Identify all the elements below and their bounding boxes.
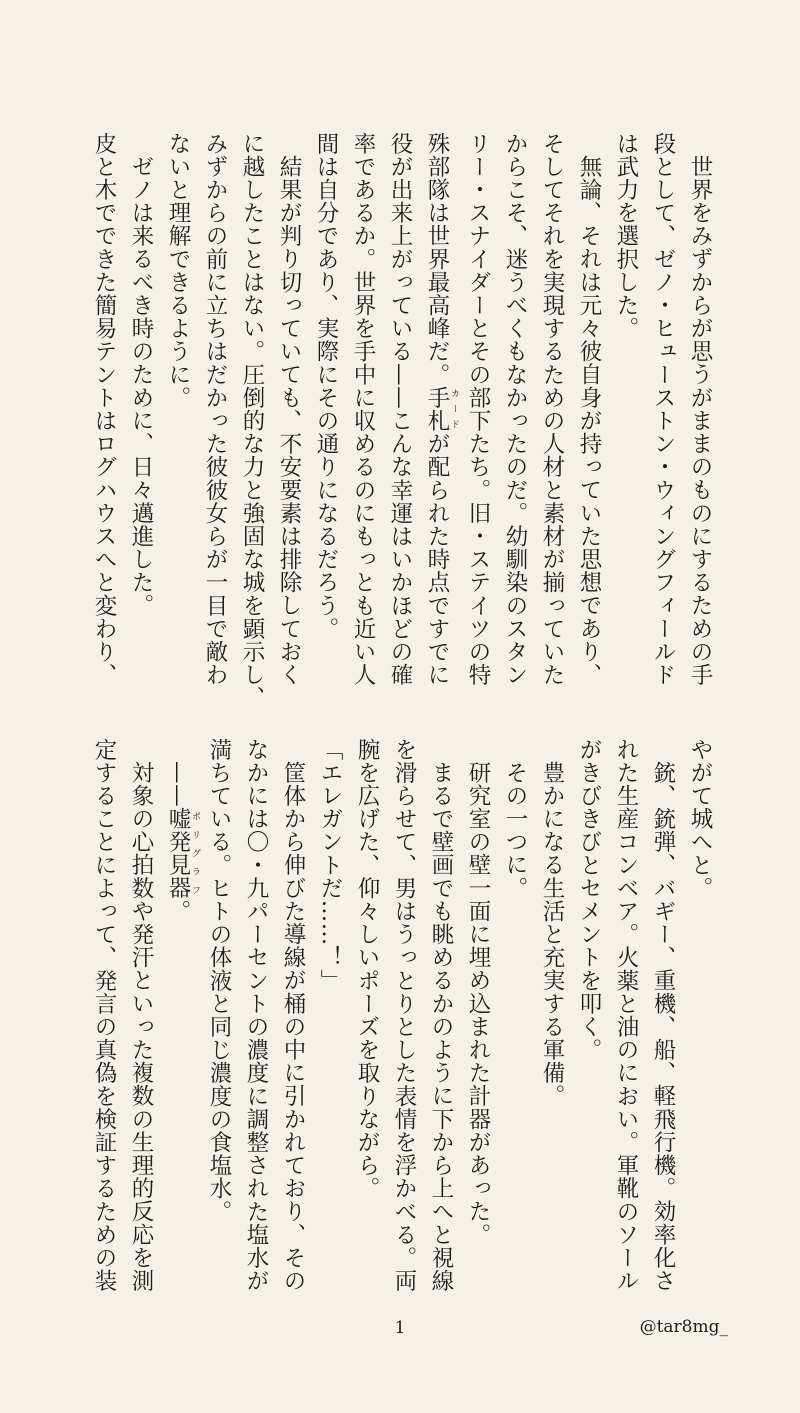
text-line: 銃、銃弾、バギー、重機、船、軽飛行機。効率化さ	[650, 760, 676, 1292]
text-fragment: ——	[165, 760, 191, 807]
text-line: やがて城へと。	[687, 738, 713, 900]
paragraph-6	[570, 738, 681, 1308]
text-line: 率であるか。世界を手中に収めるのにもっとも近い人	[350, 132, 376, 687]
text-line: 腕を広げた、仰々しいポーズを取りながら。	[354, 738, 380, 1200]
text-line-with-ruby	[418, 132, 459, 692]
text-line: 定することによって、発言の真偽を検証するための装	[91, 738, 117, 1293]
text-line: を滑らせて、男はうっとりとした表情を浮かべる。両	[391, 738, 417, 1293]
ruby-polygraph	[165, 806, 200, 900]
paragraph-12	[200, 738, 311, 1308]
text-line: 満ちている。ヒトの体液と同じ濃度の食塩水。	[206, 738, 232, 1224]
paragraph-13	[159, 738, 200, 1308]
paragraph-8	[496, 738, 533, 1308]
text-line: に越したことはない。圧倒的な力と強固な城を顕示し、	[239, 132, 265, 710]
ruby-base: 手札	[424, 386, 450, 433]
text-line: リー・スナイダーとその部下たち。旧・ステイツの特	[465, 132, 491, 687]
ruby-card	[424, 386, 459, 433]
text-line: 段として、ゼノ・ヒューストン・ウィングフィールド	[650, 132, 676, 687]
page-number: 1	[394, 1318, 406, 1338]
text-line: 無論、それは元々彼自身が持っていた思想であり、	[576, 154, 602, 686]
dialogue-line: 「エレガントだ……！」	[317, 738, 343, 993]
text-line: まるで壁画でも眺めるかのように下から上へと視線	[428, 760, 454, 1292]
text-line: 筐体から伸びた導線が桶の中に引かれており、その	[280, 760, 306, 1292]
text-line: 間は自分であり、実際にその通りになるだろう。	[313, 132, 339, 641]
text-line: みずからの前に立ちはだかった彼彼女らが一目で敵わ	[202, 132, 228, 687]
text-line: 役が出来上がっている——こんな幸運はいかほどの確	[387, 132, 413, 687]
paragraph-1	[607, 132, 718, 692]
ruby-reading: カード	[449, 386, 459, 433]
paragraph-14	[85, 738, 159, 1308]
paragraph-2	[307, 132, 607, 692]
paragraph-3	[159, 132, 307, 710]
text-line: そしてそれを実現するための人材と素材が揃っていた	[539, 132, 565, 687]
text-line: からこそ、迷うべくもなかったのだ。幼馴染のスタン	[502, 132, 528, 687]
text-line: れた生産コンベア。火薬と油のにおい。軍靴のソール	[613, 738, 639, 1293]
paragraph-10	[348, 738, 459, 1308]
top-text-section	[85, 132, 718, 710]
text-fragment: 殊部隊は世界最高峰だ。	[424, 132, 450, 387]
bottom-text-section	[85, 738, 718, 1308]
paragraph-4	[85, 132, 159, 692]
text-line: 対象の心拍数や発汗といった複数の生理的反応を測	[128, 760, 154, 1292]
text-line: 研究室の壁一面に埋め込まれた計器があった。	[465, 760, 491, 1246]
author-handle: @tar8mg_	[639, 1317, 728, 1337]
paragraph-11	[311, 738, 348, 1308]
text-line: その一つに。	[502, 760, 528, 900]
text-fragment: 。	[165, 899, 191, 923]
ruby-base: 嘘発見器	[165, 806, 191, 900]
text-line: なかには〇・九パーセントの濃度に調整された塩水が	[243, 738, 269, 1293]
text-line: 世界をみずからが思うがままのものにするための手	[687, 154, 713, 686]
text-line: 結果が判り切っていても、不安要素は排除しておく	[276, 154, 302, 686]
text-line: 豊かになる生活と充実する軍備。	[539, 760, 565, 1107]
text-line-with-ruby	[159, 738, 200, 1308]
text-fragment: が配られた時点ですでに	[424, 432, 450, 687]
text-line: がきびきびとセメントを叩く。	[576, 738, 602, 1062]
text-line: 皮と木でできた簡易テントはログハウスへと変わり、	[91, 132, 117, 687]
ruby-reading: ポリグラフ	[190, 806, 200, 900]
paragraph-9	[459, 738, 496, 1308]
text-line: は武力を選択した。	[613, 132, 639, 340]
paragraph-5	[681, 738, 718, 1308]
text-line: ないと理解できるように。	[165, 132, 191, 410]
paragraph-7	[533, 738, 570, 1308]
text-line: ゼノは来るべき時のために、日々邁進した。	[128, 154, 154, 617]
